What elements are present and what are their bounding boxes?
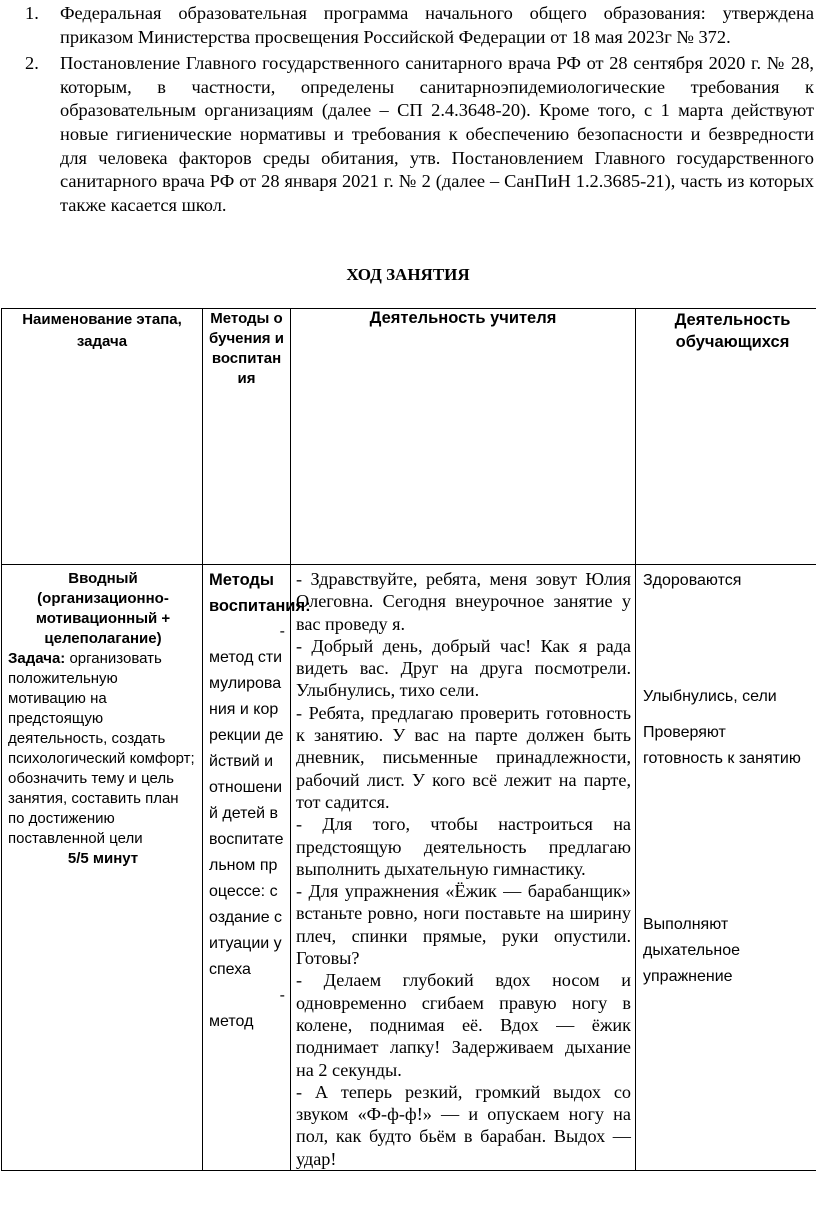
reference-number: 1. (25, 3, 39, 23)
header-teacher: Деятельность учителя (291, 309, 636, 565)
teacher-line: - А теперь резкий, громкий выдох со звуком «Ф-ф-ф!» — и опускаем ногу на пол, как будто бьём в барабан. Выдох — удар! (296, 1081, 631, 1169)
method-dash: - (279, 987, 285, 1004)
reference-number: 2. (25, 53, 39, 74)
stage-cell (2, 565, 203, 1171)
reference-text: Федеральная образовательная программа начального общего образования: утверждена приказом Министерства просвещения Российской Федерации от 18 мая 2023г № 372. (60, 3, 814, 47)
method-text: метод (209, 1013, 254, 1030)
teacher-line: - Для того, чтобы настроиться на предстоящую деятельность предлагаю выполнить дыхательную гимнастику. (296, 814, 631, 879)
task-text: организовать положительную мотивацию на предстоящую деятельность, создать психологический комфорт; обозначить тему и цель занятия, составить план по достижению поставленной цели (8, 650, 195, 847)
teacher-line: - Добрый день, добрый час! Как я рада видеть вас. Друг на друга посмотрели. Улыбнулись, тихо сели. (296, 635, 631, 701)
student-activity: Здороваются (643, 572, 742, 589)
stage-name: Вводный (организационно-мотивационный + целеполагание) (35, 570, 171, 647)
student-activity: Улыбнулись, сели (643, 688, 777, 705)
students-cell (636, 565, 816, 1171)
stage-time: 5/5 минут (67, 850, 139, 867)
teacher-line: - Делаем глубокий вдох носом и одновременно сгибаем правую ногу в колене, поднимая её. Вдох — ёжик поднимает лапку! Задерживаем дыхание на 2 секунды. (296, 970, 631, 1080)
reference-list (20, 2, 814, 217)
reference-item (20, 52, 814, 217)
table-header-row (2, 309, 816, 565)
header-students: Деятельность обучающихся (636, 309, 816, 565)
method-text: метод стимулирования и коррекции действий и отношений детей в воспитательном процессе: создание ситуации успеха (209, 649, 284, 978)
methods-heading: Методы воспитания: (209, 571, 311, 615)
stage-task (8, 649, 198, 849)
method-dash: - (279, 623, 285, 640)
teacher-line: - Для упражнения «Ёжик — барабанщик» встаньте ровно, ноги поставьте на ширину плеч, спинки прямые, руки опустили. Готовы? (296, 881, 631, 969)
reference-item (20, 2, 814, 49)
section-title: ХОД ЗАНЯТИЯ (346, 265, 470, 284)
header-stage: Наименование этапа, задача (2, 309, 203, 565)
teacher-line: - Здравствуйте, ребята, меня зовут Юлия Олеговна. Сегодня внеурочное занятие у вас проведу я. (296, 569, 631, 634)
student-activity: Выполняют дыхательное упражнение (643, 916, 741, 985)
teacher-cell (291, 565, 636, 1171)
teacher-line: - Ребята, предлагаю проверить готовность к занятию. У вас на парте должен быть дневник, письменные принадлежности, рабочий лист. У кого всё лежит на парте, тот садится. (296, 702, 631, 812)
header-methods: Методы обучения и воспитания (203, 309, 291, 565)
table-row (2, 565, 816, 1171)
methods-cell (203, 565, 311, 1171)
task-label: Задача: (8, 650, 66, 667)
lesson-plan-table (1, 308, 816, 1171)
student-activity: Проверяют готовность к занятию (643, 724, 801, 767)
reference-text: Постановление Главного государственного санитарного врача РФ от 28 сентября 2020 г. № 28, которым, в частности, определены санитарноэпидемиологические требования к образовательным организациям (далее – СП 2.4.3648-20). Кроме того, с 1 марта действуют новые гигиенические нормативы и требования к обеспечению безопасности и безвредности для человека факторов среды обитания, утв. Постановлением Главного государственного санитарного врача РФ от 28 января 2021 г. № 2 (далее – СанПиН 1.2.3685-21), часть из которых также касается школ. (60, 53, 814, 215)
